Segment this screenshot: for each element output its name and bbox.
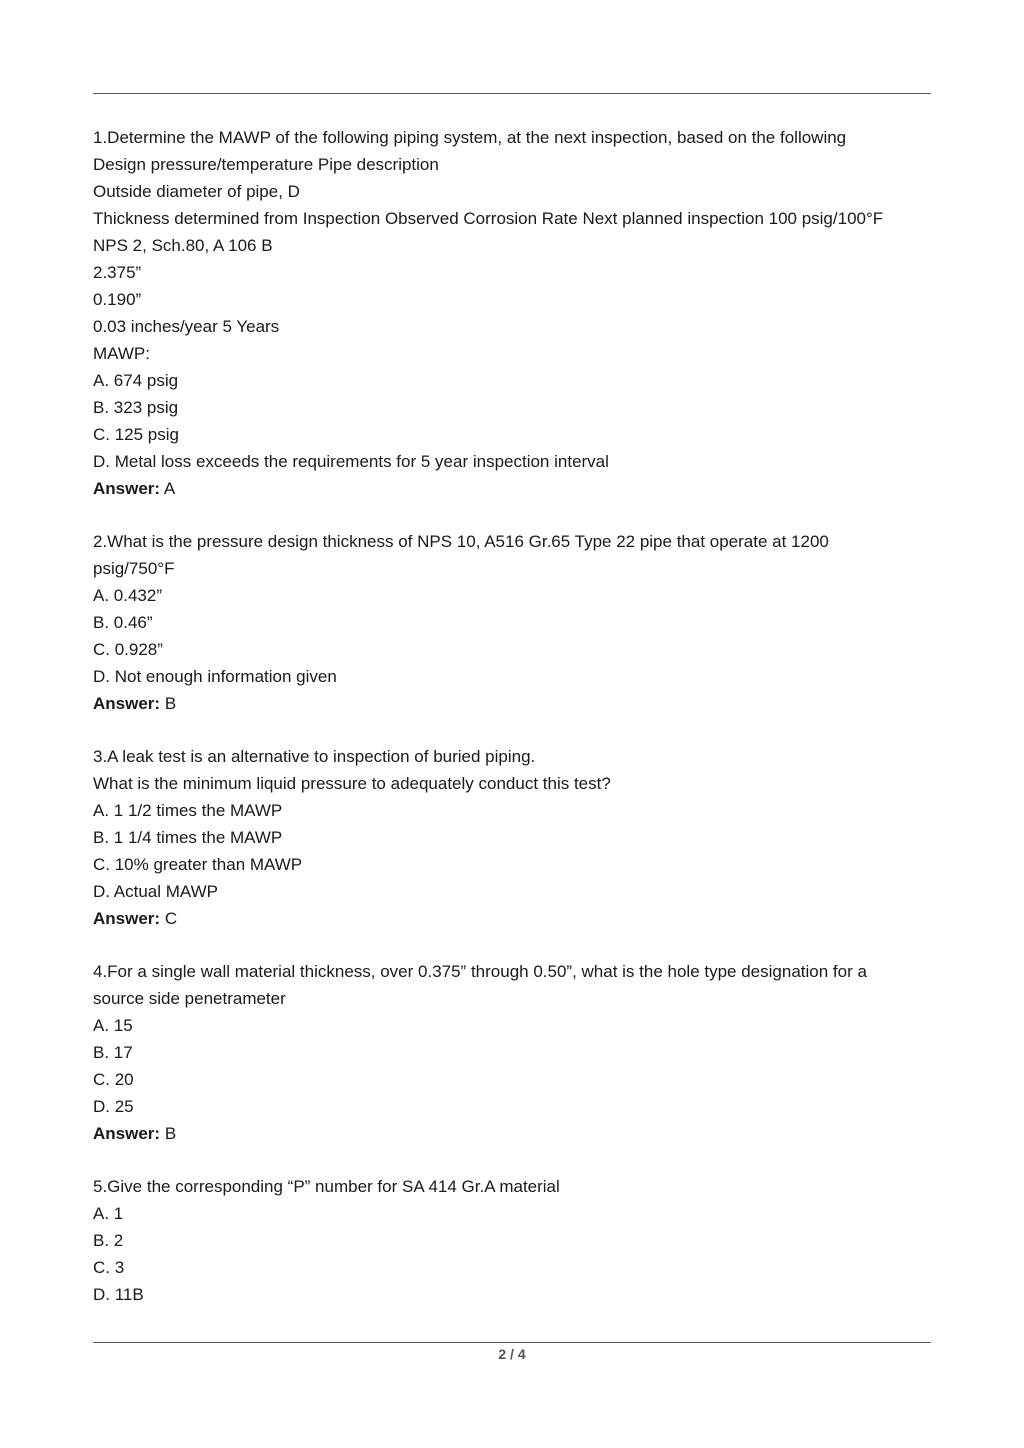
option-a: A. 674 psig bbox=[93, 371, 179, 390]
question-text-line: 0.03 inches/year 5 Years bbox=[93, 317, 280, 336]
question-1 bbox=[93, 124, 935, 502]
option-d: D. 25 bbox=[93, 1097, 134, 1116]
question-text-line: 5.Give the corresponding “P” number for SA 414 Gr.A material bbox=[93, 1177, 560, 1196]
option-b: B. 0.46” bbox=[93, 613, 153, 632]
option-a: A. 1 1/2 times the MAWP bbox=[93, 801, 283, 820]
option-c: C. 3 bbox=[93, 1258, 125, 1277]
option-d: D. Not enough information given bbox=[93, 667, 337, 686]
header-divider bbox=[93, 93, 931, 94]
answer-value: A bbox=[163, 479, 176, 498]
option-b: B. 2 bbox=[93, 1231, 124, 1250]
question-text-line: MAWP: bbox=[93, 344, 150, 363]
answer-label: Answer: bbox=[93, 1124, 161, 1143]
question-2 bbox=[93, 528, 935, 717]
question-text-line: 0.190” bbox=[93, 290, 142, 309]
question-text-line: 1.Determine the MAWP of the following piping system, at the next inspection, based on the following bbox=[93, 128, 847, 147]
question-text-line: NPS 2, Sch.80, A 106 B bbox=[93, 236, 273, 255]
answer-line bbox=[93, 690, 935, 717]
question-text-line: 4.For a single wall material thickness, over 0.375” through 0.50”, what is the hole type designation for a bbox=[93, 962, 867, 981]
question-text-line: source side penetrameter bbox=[93, 989, 286, 1008]
answer-label: Answer: bbox=[93, 479, 161, 498]
question-text-line: 3.A leak test is an alternative to inspection of buried piping. bbox=[93, 747, 536, 766]
answer-value: B bbox=[164, 694, 177, 713]
option-d: D. Actual MAWP bbox=[93, 882, 219, 901]
question-text-line: 2.What is the pressure design thickness of NPS 10, A516 Gr.65 Type 22 pipe that operate at 1200 bbox=[93, 532, 829, 551]
option-c: C. 0.928” bbox=[93, 640, 163, 659]
page-indicator: 2 / 4 bbox=[498, 1346, 526, 1362]
option-b: B. 1 1/4 times the MAWP bbox=[93, 828, 283, 847]
option-a: A. 1 bbox=[93, 1204, 124, 1223]
footer-divider bbox=[93, 1342, 931, 1343]
option-c: C. 20 bbox=[93, 1070, 134, 1089]
option-b: B. 17 bbox=[93, 1043, 133, 1062]
question-text-line: Design pressure/temperature Pipe description bbox=[93, 155, 439, 174]
answer-label: Answer: bbox=[93, 694, 161, 713]
option-a: A. 15 bbox=[93, 1016, 133, 1035]
answer-value: B bbox=[164, 1124, 177, 1143]
answer-label: Answer: bbox=[93, 909, 161, 928]
answer-line bbox=[93, 1120, 935, 1147]
option-d: D. Metal loss exceeds the requirements for 5 year inspection interval bbox=[93, 452, 609, 471]
question-4 bbox=[93, 958, 935, 1147]
question-5 bbox=[93, 1173, 935, 1308]
answer-line bbox=[93, 905, 935, 932]
question-text-line: Outside diameter of pipe, D bbox=[93, 182, 300, 201]
question-text-line: Thickness determined from Inspection Observed Corrosion Rate Next planned inspection 100 psig/100°F bbox=[93, 209, 884, 228]
option-b: B. 323 psig bbox=[93, 398, 179, 417]
option-d: D. 11B bbox=[93, 1285, 144, 1304]
option-c: C. 125 psig bbox=[93, 425, 179, 444]
option-c: C. 10% greater than MAWP bbox=[93, 855, 303, 874]
question-text-line: 2.375” bbox=[93, 263, 142, 282]
question-3 bbox=[93, 743, 935, 932]
answer-value: C bbox=[164, 909, 178, 928]
question-list bbox=[93, 124, 935, 1308]
question-text-line: What is the minimum liquid pressure to adequately conduct this test? bbox=[93, 774, 611, 793]
answer-line bbox=[93, 475, 935, 502]
option-a: A. 0.432” bbox=[93, 586, 162, 605]
question-text-line: psig/750°F bbox=[93, 559, 175, 578]
